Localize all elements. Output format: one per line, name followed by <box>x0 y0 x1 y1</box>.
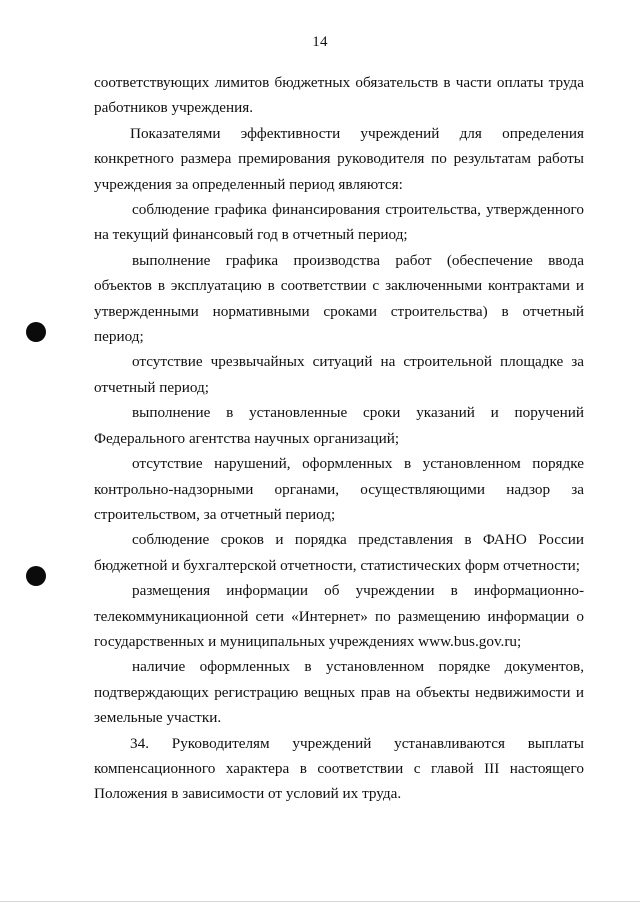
list-item: отсутствие нарушений, оформленных в установленном порядке контрольно-надзорными органами, осуществляющими надзор за строительством, за отчетный период; <box>94 455 584 523</box>
scan-edge-line <box>0 901 640 902</box>
paragraph-continuation: соответствующих лимитов бюджетных обязательств в части оплаты труда работников учреждения. <box>94 74 584 117</box>
punch-hole-mark <box>26 566 46 586</box>
page-number: 14 <box>312 34 328 50</box>
paragraph-34: 34. Руководителям учреждений устанавливаются выплаты компенсационного характера в соответствии с главой III настоящего Положения в зависимости от условий их труда. <box>94 734 584 803</box>
document-body <box>94 70 584 807</box>
punch-hole-mark <box>26 322 46 342</box>
paragraph-indicators-intro: Показателями эффективности учреждений для определения конкретного размера премирования руководителя по результатам работы учреждения за определенный период являются: <box>94 124 584 193</box>
list-item: соблюдение сроков и порядка представления в ФАНО России бюджетной и бухгалтерской отчетности, статистических форм отчетности; <box>94 531 584 574</box>
list-item: соблюдение графика финансирования строительства, утвержденного на текущий финансовый год в отчетный период; <box>94 201 584 244</box>
list-item: выполнение в установленные сроки указаний и поручений Федерального агентства научных организаций; <box>94 404 584 447</box>
list-item: отсутствие чрезвычайных ситуаций на строительной площадке за отчетный период; <box>94 353 584 396</box>
list-item: выполнение графика производства работ (обеспечение ввода объектов в эксплуатацию в соответствии с заключенными контрактами и утвержденными нормативными сроками строительства) в отчетный период; <box>94 251 584 346</box>
list-item: размещения информации об учреждении в информационно-телекоммуникационной сети «Интернет» по размещению информации о государственных и муниципальных учреждениях www.bus.gov.ru; <box>94 582 584 650</box>
list-item: наличие оформленных в установленном порядке документов, подтверждающих регистрацию вещных прав на объекты недвижимости и земельные участки. <box>94 658 584 727</box>
